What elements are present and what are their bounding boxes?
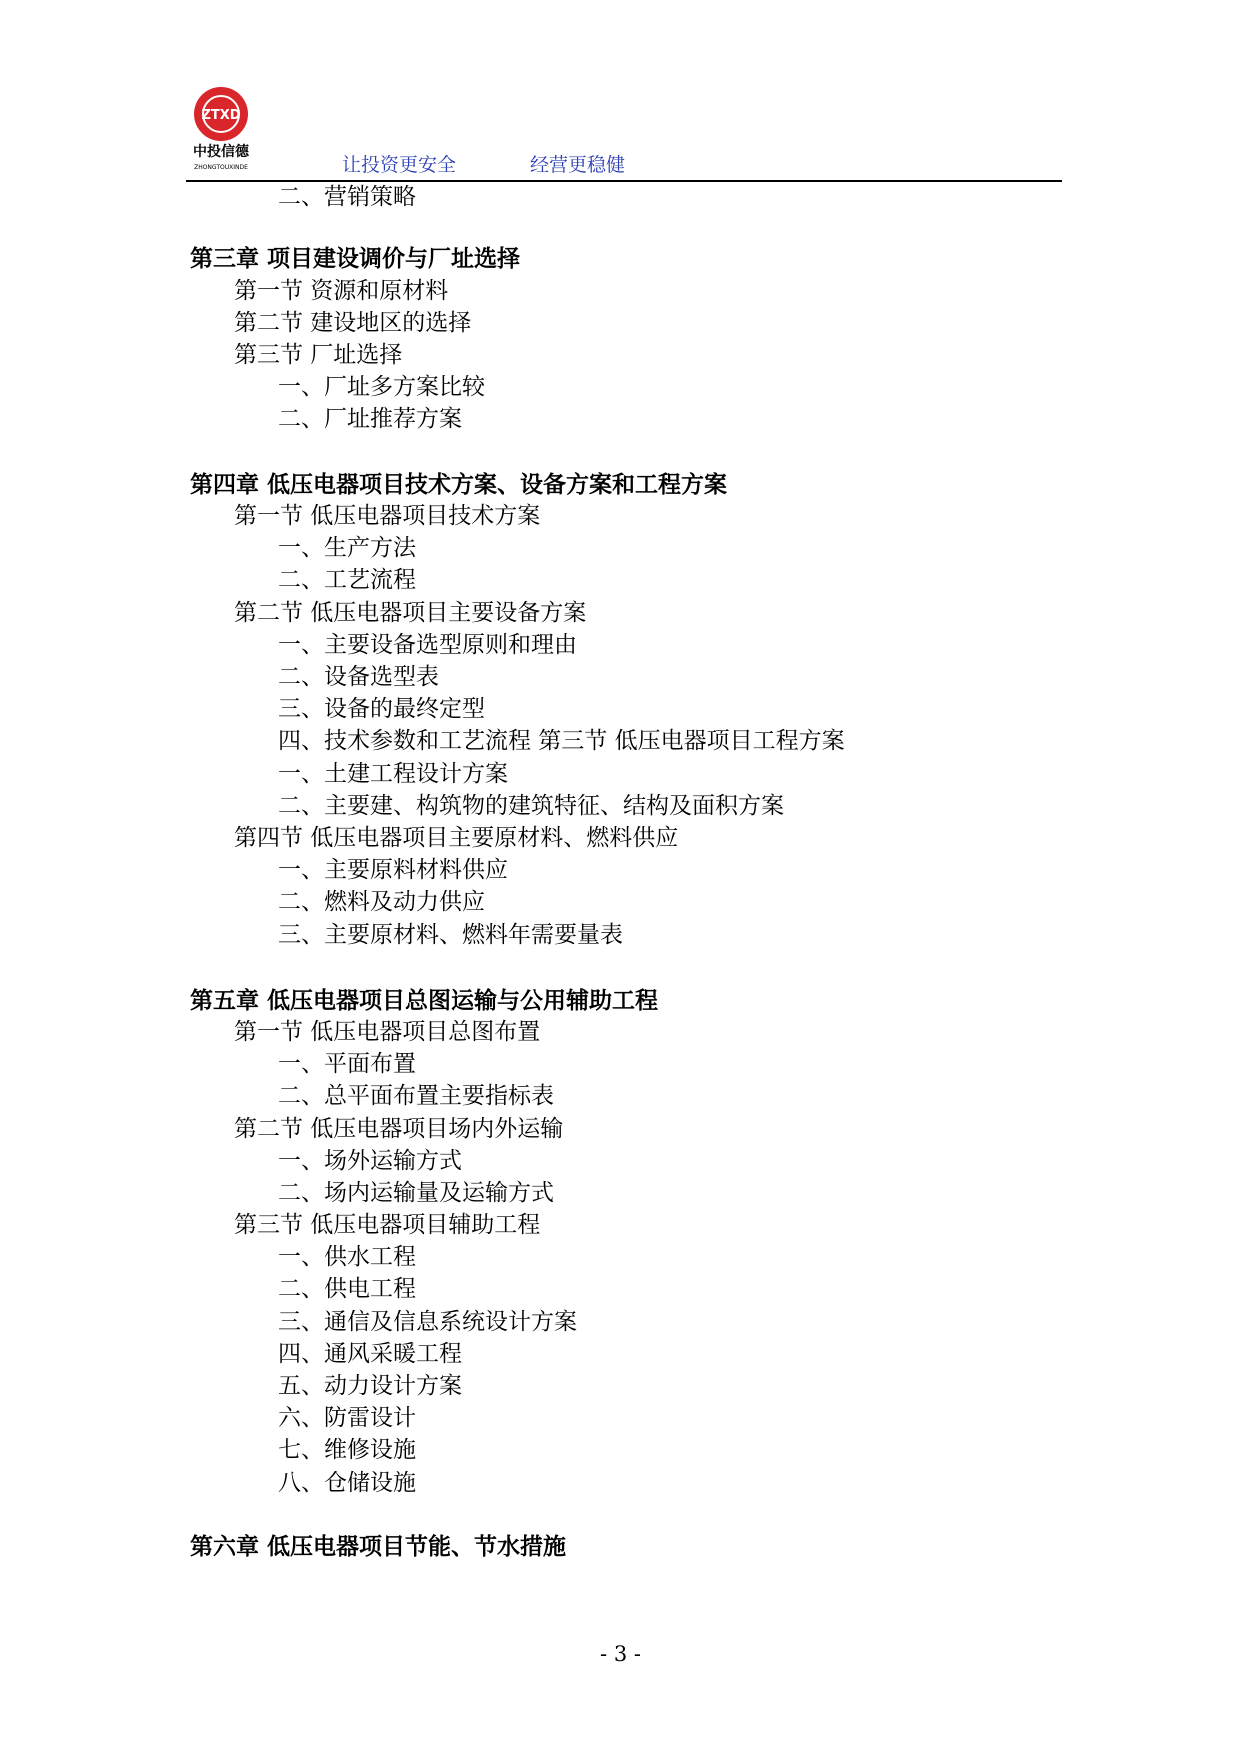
svg-text:中投信德: 中投信德 <box>193 144 249 160</box>
toc-item: 二、主要建、构筑物的建筑特征、结构及面积方案 <box>278 793 784 819</box>
svg-text:ZHONGTOUXINDE: ZHONGTOUXINDE <box>194 164 248 171</box>
page-number: - 3 - <box>600 1642 641 1666</box>
toc-section: 第四节 低压电器项目主要原材料、燃料供应 <box>234 825 679 851</box>
toc-section: 第二节 低压电器项目场内外运输 <box>234 1116 564 1142</box>
toc-item: 三、通信及信息系统设计方案 <box>278 1309 577 1335</box>
toc-item: 一、平面布置 <box>278 1051 416 1077</box>
toc-item: 八、仓储设施 <box>278 1470 416 1496</box>
toc-item: 一、厂址多方案比较 <box>278 374 485 400</box>
toc-section: 第一节 低压电器项目技术方案 <box>234 503 541 529</box>
toc-item: 三、设备的最终定型 <box>278 696 485 722</box>
toc-item: 一、土建工程设计方案 <box>278 761 508 787</box>
slogan-left: 让投资更安全 <box>342 154 457 176</box>
toc-item: 五、动力设计方案 <box>278 1373 462 1399</box>
toc-item: 二、供电工程 <box>278 1276 416 1302</box>
toc-item: 二、总平面布置主要指标表 <box>278 1083 554 1109</box>
toc-item: 一、主要设备选型原则和理由 <box>278 632 577 658</box>
toc-item: 二、设备选型表 <box>278 664 439 690</box>
toc-section: 第一节 低压电器项目总图布置 <box>234 1019 541 1045</box>
svg-text:ZTXD: ZTXD <box>201 108 241 123</box>
toc-chapter: 第六章 低压电器项目节能、节水措施 <box>190 1533 567 1560</box>
toc-section: 第三节 低压电器项目辅助工程 <box>234 1212 541 1238</box>
toc-item: 四、技术参数和工艺流程 第三节 低压电器项目工程方案 <box>278 728 845 754</box>
company-logo <box>186 84 256 174</box>
toc-item: 二、场内运输量及运输方式 <box>278 1180 554 1206</box>
toc-chapter: 第四章 低压电器项目技术方案、设备方案和工程方案 <box>190 471 728 498</box>
toc-section: 第一节 资源和原材料 <box>234 278 449 304</box>
toc-section: 第三节 厂址选择 <box>234 342 403 368</box>
toc-item: 一、主要原料材料供应 <box>278 857 508 883</box>
toc-item: 七、维修设施 <box>278 1437 416 1463</box>
toc-chapter: 第五章 低压电器项目总图运输与公用辅助工程 <box>190 987 659 1014</box>
toc-item: 三、主要原材料、燃料年需要量表 <box>278 922 623 948</box>
toc-item: 二、营销策略 <box>278 184 416 210</box>
toc-item: 二、厂址推荐方案 <box>278 406 462 432</box>
toc-item: 二、燃料及动力供应 <box>278 889 485 915</box>
toc-item: 一、场外运输方式 <box>278 1148 462 1174</box>
toc-item: 六、防雷设计 <box>278 1405 416 1431</box>
toc-item: 一、供水工程 <box>278 1244 416 1270</box>
toc-item: 二、工艺流程 <box>278 567 416 593</box>
toc-section: 第二节 低压电器项目主要设备方案 <box>234 600 587 626</box>
slogan-right: 经营更稳健 <box>530 154 626 176</box>
toc-item: 四、通风采暖工程 <box>278 1341 462 1367</box>
toc-section: 第二节 建设地区的选择 <box>234 310 472 336</box>
toc-chapter: 第三章 项目建设调价与厂址选择 <box>190 245 521 272</box>
toc-item: 一、生产方法 <box>278 535 416 561</box>
